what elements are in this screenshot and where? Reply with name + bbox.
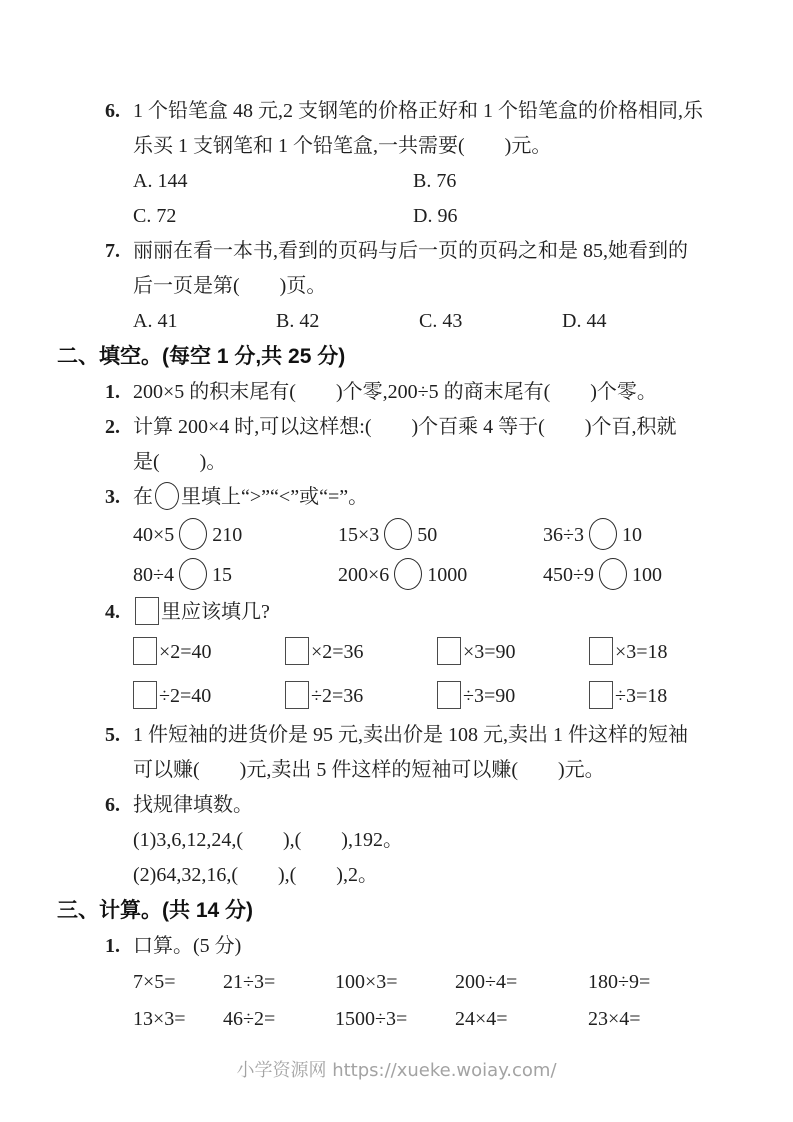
section-3-title: 三、计算。(共 14 分) (57, 899, 254, 922)
fill-question-3-instruction (133, 480, 739, 515)
question-7-options (133, 304, 739, 339)
comparison-right: 50 (417, 524, 438, 546)
question-7-text-line1: 丽丽在看一本书,看到的页码与后一页的页码之和是 85,她看到的 (133, 240, 688, 262)
oral-expression: 7×5= (133, 971, 176, 993)
blank-box-icon (589, 681, 613, 709)
option-c: C. 72 (133, 205, 177, 227)
question-7-text-line2: 后一页是第( )页。 (133, 275, 327, 297)
equation-text: ÷2=40 (159, 685, 212, 707)
box-equation (285, 630, 437, 674)
compare-circle-icon (155, 482, 179, 510)
oral-expression: 180÷9= (588, 971, 651, 993)
box-equation (133, 674, 285, 718)
fill-question-6-number: 6. (105, 794, 120, 816)
question-6-options (133, 164, 739, 234)
fill-question-1 (105, 375, 747, 410)
fill-question-2 (105, 410, 747, 480)
site-footer: 小学资源网 https://xueke.woiay.com/ (236, 1060, 557, 1081)
comparison-left: 40×5 (133, 524, 175, 546)
oral-expression: 100×3= (335, 971, 398, 993)
number-sequence-1: (1)3,6,12,24,( ),( ),192。 (133, 829, 403, 851)
comparison-left: 15×3 (338, 524, 380, 546)
fill-question-3 (105, 480, 747, 595)
question-7-number: 7. (105, 240, 120, 262)
fill-question-2-number: 2. (105, 416, 120, 438)
oral-expression: 1500÷3= (335, 1008, 408, 1030)
oral-expression: 46÷2= (223, 1008, 276, 1030)
equation-text: ÷3=18 (615, 685, 668, 707)
fill-question-5-number: 5. (105, 724, 120, 746)
comparison-right: 210 (212, 524, 243, 546)
question-7 (105, 234, 747, 339)
equation-text: ×2=36 (311, 641, 364, 663)
oral-expression: 23×4= (588, 1008, 641, 1030)
comparison-item (133, 555, 338, 595)
option-d: D. 96 (413, 205, 458, 227)
equation-text: ×2=40 (159, 641, 212, 663)
equation-text: ÷3=90 (463, 685, 516, 707)
comparison-right: 15 (211, 564, 232, 586)
calc-question-1-title: 口算。(5 分) (133, 935, 242, 957)
blank-box-icon (133, 637, 157, 665)
compare-circle-icon (589, 518, 617, 550)
fill-question-2-text-line1: 计算 200×4 时,可以这样想:( )个百乘 4 等于( )个百,积就 (133, 416, 677, 438)
equation-text: ×3=18 (615, 641, 668, 663)
option-a: A. 144 (133, 170, 188, 192)
comparison-left: 36÷3 (543, 524, 584, 546)
blank-box-icon (133, 681, 157, 709)
comparison-right: 10 (621, 524, 642, 546)
comparison-left: 450÷9 (543, 564, 594, 586)
calc-question-1-number: 1. (105, 935, 120, 957)
oral-expression: 13×3= (133, 1008, 186, 1030)
oral-calculation-grid (133, 964, 739, 1038)
calc-question-1 (105, 929, 747, 1038)
section-2-title: 二、填空。(每空 1 分,共 25 分) (57, 345, 346, 368)
box-equation (589, 674, 739, 718)
comparison-item (543, 515, 739, 555)
blank-box-icon (437, 681, 461, 709)
comparison-right: 1000 (427, 564, 468, 586)
oral-expression: 21÷3= (223, 971, 276, 993)
comparison-item (338, 515, 543, 555)
fill-question-5-text-line2: 可以赚( )元,卖出 5 件这样的短袖可以赚( )元。 (133, 759, 605, 781)
fill-question-6-title: 找规律填数。 (133, 794, 253, 816)
blank-box-icon (589, 637, 613, 665)
option-c: C. 43 (419, 310, 463, 332)
fill-question-6 (105, 788, 747, 893)
box-equation (589, 630, 739, 674)
compare-circle-icon (179, 558, 207, 590)
fill-question-5-text-line1: 1 件短袖的进货价是 95 元,卖出价是 108 元,卖出 1 件这样的短袖 (133, 724, 688, 746)
fill-question-1-number: 1. (105, 381, 120, 403)
fill-question-4-number: 4. (105, 601, 120, 623)
instruction-post: 里应该填几? (161, 601, 270, 623)
oral-expression: 200÷4= (455, 971, 518, 993)
instruction-post: 里填上“>”“<”或“=”。 (181, 486, 369, 508)
box-equation (437, 630, 589, 674)
blank-box-icon (437, 637, 461, 665)
worksheet-content (57, 94, 747, 1038)
question-6-text-line1: 1 个铅笔盒 48 元,2 支钢笔的价格正好和 1 个铅笔盒的价格相同,乐 (133, 100, 703, 122)
comparison-item (133, 515, 338, 555)
number-sequence-2: (2)64,32,16,( ),( ),2。 (133, 864, 378, 886)
question-6 (105, 94, 747, 234)
fill-question-1-text: 200×5 的积末尾有( )个零,200÷5 的商末尾有( )个零。 (133, 381, 657, 403)
comparison-left: 200×6 (338, 564, 390, 586)
comparison-right: 100 (631, 564, 662, 586)
box-equation (285, 674, 437, 718)
compare-circle-icon (179, 518, 207, 550)
blank-box-icon (285, 637, 309, 665)
option-b: B. 42 (276, 310, 320, 332)
oral-expression: 24×4= (455, 1008, 508, 1030)
box-equation-grid (133, 630, 739, 718)
fill-question-4-instruction (133, 595, 739, 630)
instruction-pre: 在 (133, 486, 153, 508)
compare-circle-icon (384, 518, 412, 550)
box-equation (133, 630, 285, 674)
option-a: A. 41 (133, 310, 178, 332)
comparison-item (338, 555, 543, 595)
equation-text: ÷2=36 (311, 685, 364, 707)
equation-text: ×3=90 (463, 641, 516, 663)
fill-question-2-text-line2: 是( )。 (133, 451, 227, 473)
fill-question-4 (105, 595, 747, 718)
option-d: D. 44 (562, 310, 607, 332)
option-b: B. 76 (413, 170, 457, 192)
comparison-left: 80÷4 (133, 564, 174, 586)
comparison-grid (133, 515, 739, 595)
blank-box-icon (135, 597, 159, 625)
compare-circle-icon (394, 558, 422, 590)
question-6-number: 6. (105, 100, 120, 122)
question-6-text-line2: 乐买 1 支钢笔和 1 个铅笔盒,一共需要( )元。 (133, 135, 552, 157)
fill-question-5 (105, 718, 747, 788)
comparison-item (543, 555, 739, 595)
compare-circle-icon (599, 558, 627, 590)
blank-box-icon (285, 681, 309, 709)
fill-question-3-number: 3. (105, 486, 120, 508)
box-equation (437, 674, 589, 718)
